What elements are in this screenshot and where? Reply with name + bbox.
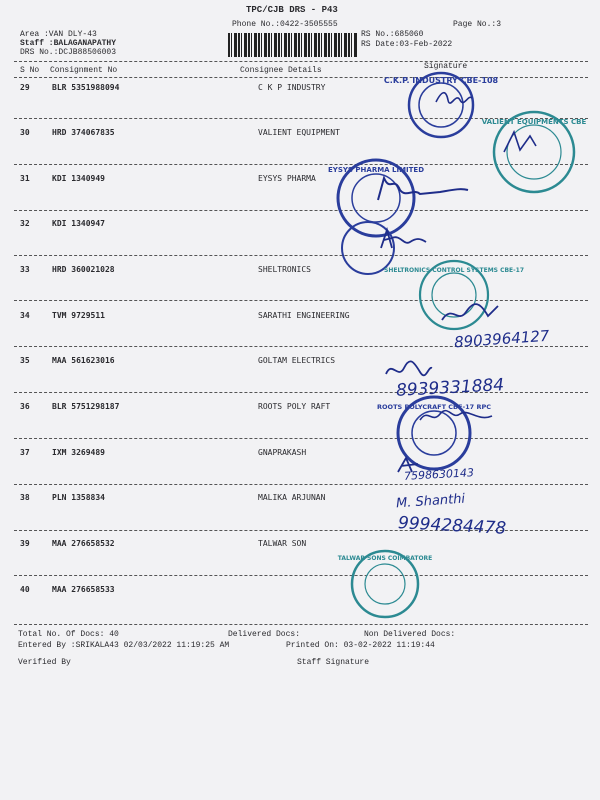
row-consignee: GOLTAM ELECTRICS (258, 356, 336, 365)
col-sno: S No (20, 66, 40, 75)
signature-scribble (434, 88, 474, 108)
table-row (14, 402, 588, 422)
row-divider (14, 438, 588, 439)
barcode (228, 33, 358, 57)
handwritten-name: M. Shanthi (395, 491, 466, 512)
verified-by: Verified By (18, 658, 71, 667)
row-consignment: TVM 9729511 (52, 311, 105, 320)
row-consignment: BLR 5751298187 (52, 402, 120, 411)
row-consignee: ROOTS POLY RAFT (258, 402, 331, 411)
row-consignment: HRD 374067835 (52, 128, 115, 137)
row-sno: 31 (20, 174, 30, 183)
table-row (14, 356, 588, 376)
table-row (14, 83, 588, 103)
row-consignee: GNAPRAKASH (258, 448, 307, 457)
printed-on: Printed On: 03-02-2022 11:19:44 (286, 641, 435, 650)
delivered-docs: Delivered Docs: (228, 630, 301, 639)
table-row (14, 493, 588, 513)
rs-date: RS Date:03-Feb-2022 (361, 40, 453, 49)
handwritten-phone: 9994284478 (397, 513, 507, 539)
row-consignment: MAA 276658533 (52, 585, 115, 594)
stamp-text: TALWAR SONS COIMBATORE (337, 555, 433, 562)
row-sno: 30 (20, 128, 30, 137)
row-consignment: MAA 561623016 (52, 356, 115, 365)
drs-title: TPC/CJB DRS - P43 (246, 5, 338, 15)
row-consignee: SARATHI ENGINEERING (258, 311, 350, 320)
handwritten-phone: 7598630143 (403, 466, 475, 483)
col-signature: Signature (424, 62, 468, 71)
page-number: Page No.:3 (453, 20, 502, 29)
row-consignee: EYSYS PHARMA (258, 174, 316, 183)
signature-scribble (440, 300, 500, 326)
non-delivered-docs: Non Delivered Docs: (364, 630, 456, 639)
row-sno: 38 (20, 493, 30, 502)
row-consignment: IXM 3269489 (52, 448, 105, 457)
signature-scribble (378, 228, 428, 252)
row-consignee: MALIKA ARJUNAN (258, 493, 326, 502)
entered-by: Entered By :SRIKALA43 02/03/2022 11:19:25 AM (18, 641, 230, 650)
row-consignment: KDI 1340949 (52, 174, 105, 183)
table-row (14, 219, 588, 239)
table-row (14, 311, 588, 331)
row-sno: 34 (20, 311, 30, 320)
table-row (14, 448, 588, 468)
row-sno: 35 (20, 356, 30, 365)
row-sno: 36 (20, 402, 30, 411)
row-divider (14, 255, 588, 256)
stamp-text: VALIENT EQUIPMENTS CBE (481, 118, 587, 126)
handwritten-phone: 8939331884 (395, 375, 505, 401)
rs-number: RS No.:685060 (361, 30, 424, 39)
row-consignee: SHELTRONICS (258, 265, 311, 274)
signature-scribble (500, 128, 540, 156)
row-sno: 33 (20, 265, 30, 274)
row-divider (14, 300, 588, 301)
stamp-text: C.K.P. INDUSTRY CBE-108 (383, 76, 499, 85)
stamp-text: ROOTS POLYCRAFT CBE-17 RPC (377, 403, 491, 411)
footer-divider (14, 624, 588, 625)
staff-label: Staff :BALAGANAPATHY (20, 39, 117, 48)
row-consignee: VALIENT EQUIPMENT (258, 128, 340, 137)
row-consignment: KDI 1340947 (52, 219, 105, 228)
row-divider (14, 484, 588, 485)
signature-scribble (418, 406, 494, 426)
row-sno: 39 (20, 539, 30, 548)
row-consignment: MAA 276658532 (52, 539, 115, 548)
table-row (14, 539, 588, 559)
row-consignment: BLR 5351988094 (52, 83, 120, 92)
row-consignment: HRD 360021028 (52, 265, 115, 274)
staff-signature: Staff Signature (297, 658, 370, 667)
stamp-text: SHELTRONICS CONTROL SYSTEMS CBE-17 (384, 267, 524, 274)
table-row (14, 585, 588, 605)
stamp-talwar-sons (337, 548, 433, 620)
row-consignee: TALWAR SON (258, 539, 307, 548)
signature-scribble (384, 358, 434, 380)
row-consignment: PLN 1358834 (52, 493, 105, 502)
phone-number: Phone No.:0422-3505555 (232, 20, 338, 29)
stamp-text: EYSYS PHARMA LIMITED (327, 166, 425, 174)
total-docs: Total No. Of Docs: 40 (18, 630, 119, 639)
row-sno: 37 (20, 448, 30, 457)
col-consignee: Consignee Details (240, 66, 322, 75)
row-sno: 32 (20, 219, 30, 228)
signature-scribble (374, 174, 470, 204)
area-label: Area :VAN DLY-43 (20, 30, 97, 39)
row-divider (14, 210, 588, 211)
row-divider (14, 575, 588, 576)
row-sno: 40 (20, 585, 30, 594)
row-sno: 29 (20, 83, 30, 92)
handwritten-phone: 8903964127 (453, 326, 550, 352)
columns-divider (14, 77, 588, 78)
row-consignee: C K P INDUSTRY (258, 83, 326, 92)
header-divider (14, 61, 588, 62)
col-consignment: Consignment No (50, 66, 118, 75)
drs-number: DRS No.:DCJB88506003 (20, 48, 117, 57)
